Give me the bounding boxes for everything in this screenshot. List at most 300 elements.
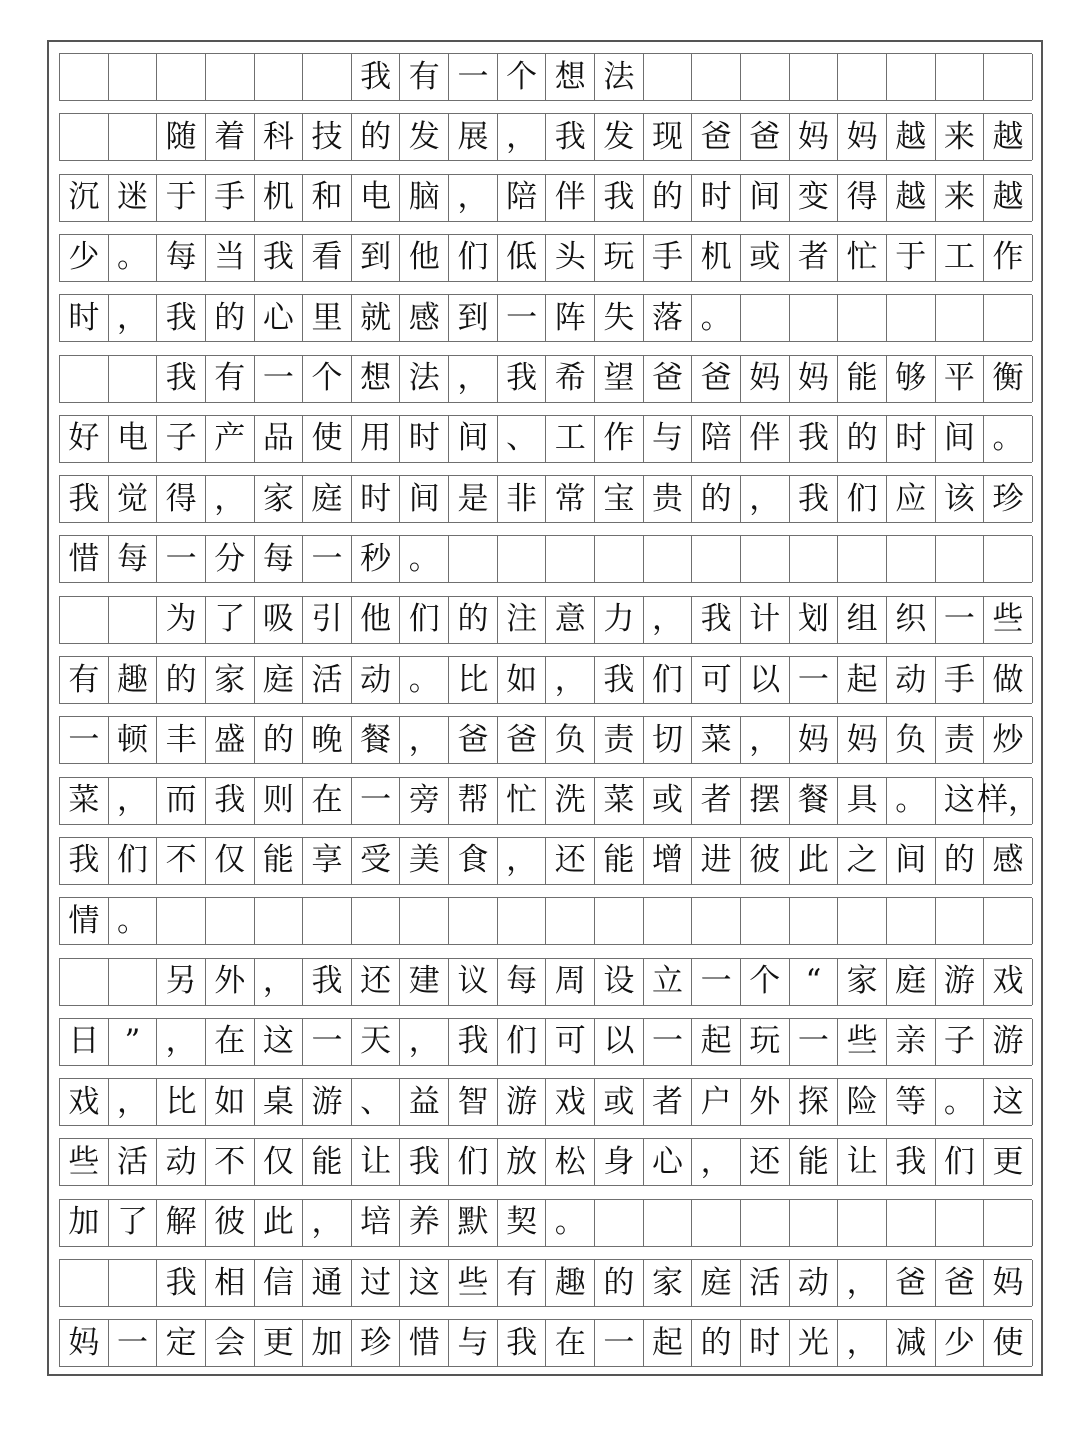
grid-cell: 科 [255, 114, 304, 160]
grid-cell [887, 295, 936, 341]
grid-cell: 惜 [60, 536, 109, 582]
essay-row [59, 1138, 1032, 1186]
grid-cell [109, 597, 158, 643]
grid-cell: 能 [595, 838, 644, 884]
grid-cell: 的 [255, 717, 304, 763]
grid-cell: 宝 [595, 476, 644, 522]
grid-cell: 戏 [984, 959, 1033, 1005]
grid-cell: 如 [498, 657, 547, 703]
grid-cell: 而 [157, 778, 206, 824]
grid-cell [60, 114, 109, 160]
grid-cell [60, 1260, 109, 1306]
grid-cell: 加 [303, 1320, 352, 1366]
grid-cell: 身 [595, 1139, 644, 1185]
grid-cell: 爸 [692, 114, 741, 160]
grid-cell: 妈 [60, 1320, 109, 1366]
grid-cell: 戏 [60, 1079, 109, 1125]
grid-cell: 得 [157, 476, 206, 522]
grid-cell: 一 [60, 717, 109, 763]
grid-cell: 有 [400, 54, 449, 100]
grid-cell: 益 [400, 1079, 449, 1125]
grid-cell: 增 [644, 838, 693, 884]
grid-cell: 爸 [936, 1260, 985, 1306]
grid-cell: 家 [255, 476, 304, 522]
grid-cell: 彼 [206, 1200, 255, 1246]
grid-cell: 分 [206, 536, 255, 582]
grid-cell: 我 [157, 1260, 206, 1306]
grid-cell: 游 [984, 1019, 1033, 1065]
grid-cell: 我 [595, 657, 644, 703]
grid-cell: 还 [352, 959, 401, 1005]
grid-cell: 趣 [546, 1260, 595, 1306]
grid-cell: 。 [109, 898, 158, 944]
grid-cell [936, 1200, 985, 1246]
grid-cell: 的 [352, 114, 401, 160]
grid-cell: 仅 [206, 838, 255, 884]
grid-cell: 沉 [60, 175, 109, 221]
grid-cell: 们 [449, 1139, 498, 1185]
grid-cell: 在 [303, 778, 352, 824]
grid-cell: ， [400, 1019, 449, 1065]
grid-cell: 意 [546, 597, 595, 643]
grid-cell: 们 [498, 1019, 547, 1065]
grid-cell: 旁 [400, 778, 449, 824]
grid-cell: ， [206, 476, 255, 522]
essay-row [59, 716, 1032, 764]
grid-cell: 头 [546, 235, 595, 281]
grid-cell: 玩 [741, 1019, 790, 1065]
grid-cell: 此 [790, 838, 839, 884]
grid-cell [595, 1200, 644, 1246]
grid-cell: 妈 [790, 717, 839, 763]
grid-cell: 菜 [692, 717, 741, 763]
grid-cell: 者 [790, 235, 839, 281]
grid-cell: 戏 [546, 1079, 595, 1125]
essay-row [59, 1199, 1032, 1247]
grid-cell: 吸 [255, 597, 304, 643]
grid-cell [644, 898, 693, 944]
grid-cell [741, 295, 790, 341]
grid-cell: 比 [449, 657, 498, 703]
grid-cell: 现 [644, 114, 693, 160]
grid-cell: 我 [498, 1320, 547, 1366]
grid-cell: 险 [838, 1079, 887, 1125]
grid-cell [692, 898, 741, 944]
grid-cell: 游 [498, 1079, 547, 1125]
grid-cell: 手 [206, 175, 255, 221]
grid-cell: 子 [936, 1019, 985, 1065]
grid-cell: 我 [157, 356, 206, 402]
grid-cell: 秒 [352, 536, 401, 582]
grid-cell: 的 [595, 1260, 644, 1306]
grid-cell: 我 [60, 838, 109, 884]
grid-cell: 起 [838, 657, 887, 703]
grid-cell: 炒 [984, 717, 1033, 763]
grid-cell: 游 [303, 1079, 352, 1125]
grid-cell [255, 898, 304, 944]
grid-cell: 陪 [692, 416, 741, 462]
grid-cell: 们 [838, 476, 887, 522]
essay-row [59, 113, 1032, 161]
grid-cell [790, 536, 839, 582]
grid-cell: 丰 [157, 717, 206, 763]
grid-cell: 机 [692, 235, 741, 281]
grid-cell: 更 [255, 1320, 304, 1366]
grid-cell: 产 [206, 416, 255, 462]
grid-cell: 。 [692, 295, 741, 341]
grid-cell: 于 [887, 235, 936, 281]
grid-cell: 家 [206, 657, 255, 703]
grid-cell: 得 [838, 175, 887, 221]
grid-cell: 爸 [741, 114, 790, 160]
grid-cell: 一 [449, 54, 498, 100]
grid-cell: 周 [546, 959, 595, 1005]
grid-cell: 一 [157, 536, 206, 582]
essay-row [59, 294, 1032, 342]
grid-cell: 庭 [303, 476, 352, 522]
grid-cell: 些 [838, 1019, 887, 1065]
grid-cell: 作 [984, 235, 1033, 281]
grid-cell: 贵 [644, 476, 693, 522]
grid-cell: 负 [546, 717, 595, 763]
grid-cell: 光 [790, 1320, 839, 1366]
grid-cell [838, 898, 887, 944]
grid-cell: 非 [498, 476, 547, 522]
grid-cell [887, 898, 936, 944]
grid-cell: 亲 [887, 1019, 936, 1065]
grid-cell: 的 [157, 657, 206, 703]
essay-row [59, 355, 1032, 403]
grid-cell: 之 [838, 838, 887, 884]
grid-cell: 另 [157, 959, 206, 1005]
grid-cell [936, 898, 985, 944]
grid-cell: 爸 [449, 717, 498, 763]
grid-cell: 变 [790, 175, 839, 221]
grid-cell: 日 [60, 1019, 109, 1065]
grid-cell: ， [109, 1079, 158, 1125]
grid-cell: 些 [60, 1139, 109, 1185]
grid-cell: 的 [692, 476, 741, 522]
grid-cell: 妈 [741, 356, 790, 402]
grid-cell: 一 [352, 778, 401, 824]
grid-cell: 外 [206, 959, 255, 1005]
grid-cell [303, 898, 352, 944]
grid-cell: 一 [303, 1019, 352, 1065]
grid-cell: 每 [109, 536, 158, 582]
grid-cell: 我 [157, 295, 206, 341]
grid-cell: 想 [352, 356, 401, 402]
grid-cell: 一 [255, 356, 304, 402]
grid-cell: 我 [60, 476, 109, 522]
grid-cell: 技 [303, 114, 352, 160]
grid-cell: 忙 [498, 778, 547, 824]
grid-cell: 让 [838, 1139, 887, 1185]
grid-cell: 以 [741, 657, 790, 703]
grid-cell: 起 [692, 1019, 741, 1065]
grid-cell: 间 [741, 175, 790, 221]
grid-cell: 落 [644, 295, 693, 341]
grid-cell: 我 [790, 416, 839, 462]
grid-cell: 菜 [60, 778, 109, 824]
grid-cell: 加 [60, 1200, 109, 1246]
grid-cell [692, 54, 741, 100]
grid-cell: 一 [692, 959, 741, 1005]
grid-cell: 活 [109, 1139, 158, 1185]
grid-cell: 动 [352, 657, 401, 703]
grid-cell: 议 [449, 959, 498, 1005]
grid-cell [109, 959, 158, 1005]
grid-cell [303, 54, 352, 100]
grid-cell: 餐 [352, 717, 401, 763]
grid-cell [595, 898, 644, 944]
grid-cell: 的 [449, 597, 498, 643]
grid-cell: 间 [887, 838, 936, 884]
grid-cell [60, 356, 109, 402]
grid-cell: 过 [352, 1260, 401, 1306]
grid-cell: ， [255, 959, 304, 1005]
grid-cell: 作 [595, 416, 644, 462]
grid-cell: 手 [644, 235, 693, 281]
grid-cell: ， [741, 476, 790, 522]
grid-cell: 松 [546, 1139, 595, 1185]
grid-cell: 越 [984, 175, 1033, 221]
essay-row [59, 1018, 1032, 1066]
grid-cell: 手 [936, 657, 985, 703]
grid-cell: 则 [255, 778, 304, 824]
grid-cell: ， [838, 1260, 887, 1306]
grid-cell: 以 [595, 1019, 644, 1065]
grid-cell: 们 [936, 1139, 985, 1185]
grid-cell: 有 [498, 1260, 547, 1306]
grid-cell: 设 [595, 959, 644, 1005]
grid-cell: 些 [449, 1260, 498, 1306]
grid-cell: 我 [449, 1019, 498, 1065]
grid-cell: 起 [644, 1320, 693, 1366]
grid-cell: 是 [449, 476, 498, 522]
grid-cell [206, 54, 255, 100]
grid-cell: 这 [936, 778, 985, 824]
grid-cell [595, 536, 644, 582]
grid-cell [692, 536, 741, 582]
grid-cell: 。 [984, 416, 1033, 462]
grid-cell: 此 [255, 1200, 304, 1246]
grid-cell: 定 [157, 1320, 206, 1366]
grid-cell: 我 [595, 175, 644, 221]
grid-cell [109, 1260, 158, 1306]
essay-row [59, 1078, 1032, 1126]
grid-cell: 品 [255, 416, 304, 462]
grid-cell: ， [546, 657, 595, 703]
grid-cell [838, 1200, 887, 1246]
grid-cell: 伴 [546, 175, 595, 221]
grid-cell [449, 898, 498, 944]
grid-cell: 具 [838, 778, 887, 824]
grid-cell: 每 [498, 959, 547, 1005]
grid-cell: 了 [206, 597, 255, 643]
grid-cell: 妈 [790, 114, 839, 160]
grid-cell: 时 [692, 175, 741, 221]
grid-cell: 。 [109, 235, 158, 281]
grid-cell [400, 898, 449, 944]
grid-cell: 晚 [303, 717, 352, 763]
grid-cell: 使 [984, 1320, 1033, 1366]
grid-cell: 有 [60, 657, 109, 703]
grid-cell: 他 [400, 235, 449, 281]
grid-cell: 该 [936, 476, 985, 522]
grid-cell: 心 [644, 1139, 693, 1185]
grid-cell: 让 [352, 1139, 401, 1185]
grid-cell: 在 [206, 1019, 255, 1065]
grid-cell: 发 [595, 114, 644, 160]
grid-cell [109, 114, 158, 160]
grid-cell: 发 [400, 114, 449, 160]
grid-cell: 计 [741, 597, 790, 643]
grid-cell: 当 [206, 235, 255, 281]
grid-cell: 个 [303, 356, 352, 402]
grid-cell: 子 [157, 416, 206, 462]
grid-cell: 的 [644, 175, 693, 221]
grid-cell: 活 [741, 1260, 790, 1306]
grid-cell: 一 [303, 536, 352, 582]
grid-cell: 餐 [790, 778, 839, 824]
grid-cell: 少 [60, 235, 109, 281]
grid-cell: 陪 [498, 175, 547, 221]
grid-cell [741, 536, 790, 582]
essay-row [59, 1319, 1032, 1367]
grid-cell: 美 [400, 838, 449, 884]
grid-cell: 样， [984, 778, 1033, 824]
grid-cell: 。 [400, 536, 449, 582]
grid-cell: 我 [255, 235, 304, 281]
grid-cell: “ [790, 959, 839, 1005]
grid-cell: 越 [984, 114, 1033, 160]
grid-cell: 探 [790, 1079, 839, 1125]
grid-cell: 可 [546, 1019, 595, 1065]
grid-cell: 者 [644, 1079, 693, 1125]
grid-cell: 低 [498, 235, 547, 281]
grid-cell [984, 295, 1033, 341]
grid-cell: 比 [157, 1079, 206, 1125]
grid-cell: 们 [644, 657, 693, 703]
grid-cell: 一 [790, 657, 839, 703]
grid-cell: 来 [936, 114, 985, 160]
grid-cell: 来 [936, 175, 985, 221]
grid-cell: 外 [741, 1079, 790, 1125]
grid-cell: 时 [887, 416, 936, 462]
grid-cell: 织 [887, 597, 936, 643]
grid-cell: 们 [400, 597, 449, 643]
grid-cell: 这 [255, 1019, 304, 1065]
grid-cell: 法 [400, 356, 449, 402]
grid-cell [887, 1200, 936, 1246]
grid-cell [644, 1200, 693, 1246]
grid-cell: 时 [352, 476, 401, 522]
grid-cell: 进 [692, 838, 741, 884]
essay-row [59, 596, 1032, 644]
grid-cell: 望 [595, 356, 644, 402]
grid-cell: 解 [157, 1200, 206, 1246]
essay-row [59, 837, 1032, 885]
grid-cell: 能 [838, 356, 887, 402]
grid-cell: 们 [449, 235, 498, 281]
grid-cell: 洗 [546, 778, 595, 824]
grid-cell: 和 [303, 175, 352, 221]
grid-cell: 妈 [838, 717, 887, 763]
grid-cell [936, 295, 985, 341]
grid-cell: 。 [546, 1200, 595, 1246]
grid-cell: 活 [303, 657, 352, 703]
grid-cell: 培 [352, 1200, 401, 1246]
grid-cell: 法 [595, 54, 644, 100]
grid-cell: 摆 [741, 778, 790, 824]
grid-cell: 食 [449, 838, 498, 884]
grid-cell: 我 [352, 54, 401, 100]
grid-cell: 引 [303, 597, 352, 643]
essay-row [59, 958, 1032, 1006]
grid-cell: 越 [887, 114, 936, 160]
grid-cell [741, 898, 790, 944]
grid-cell: 间 [400, 476, 449, 522]
grid-cell: 心 [255, 295, 304, 341]
grid-cell: 庭 [255, 657, 304, 703]
grid-cell: 的 [692, 1320, 741, 1366]
grid-cell: 看 [303, 235, 352, 281]
grid-cell: 的 [838, 416, 887, 462]
grid-cell: 切 [644, 717, 693, 763]
grid-cell: 我 [887, 1139, 936, 1185]
grid-cell [984, 54, 1033, 100]
grid-cell: 动 [157, 1139, 206, 1185]
grid-cell: 我 [790, 476, 839, 522]
grid-cell: 更 [984, 1139, 1033, 1185]
grid-cell: 会 [206, 1320, 255, 1366]
grid-cell: 越 [887, 175, 936, 221]
grid-cell: ， [109, 778, 158, 824]
grid-cell [838, 54, 887, 100]
grid-cell: 建 [400, 959, 449, 1005]
grid-cell [936, 54, 985, 100]
grid-cell: 受 [352, 838, 401, 884]
grid-cell: ， [498, 114, 547, 160]
grid-cell: 希 [546, 356, 595, 402]
grid-cell: 间 [449, 416, 498, 462]
grid-cell [984, 1200, 1033, 1246]
grid-cell: 个 [498, 54, 547, 100]
grid-cell [157, 898, 206, 944]
grid-cell: 组 [838, 597, 887, 643]
grid-cell: 用 [352, 416, 401, 462]
grid-cell: 忙 [838, 235, 887, 281]
grid-cell: 能 [303, 1139, 352, 1185]
grid-cell: 平 [936, 356, 985, 402]
grid-cell [790, 1200, 839, 1246]
grid-cell [109, 54, 158, 100]
grid-cell: 等 [887, 1079, 936, 1125]
grid-cell: 家 [644, 1260, 693, 1306]
grid-cell: 好 [60, 416, 109, 462]
grid-cell: 一 [644, 1019, 693, 1065]
grid-cell [255, 54, 304, 100]
grid-cell: 我 [498, 356, 547, 402]
grid-cell: 智 [449, 1079, 498, 1125]
grid-cell: 妈 [790, 356, 839, 402]
grid-cell: 或 [644, 778, 693, 824]
grid-cell: 电 [109, 416, 158, 462]
grid-cell [741, 1200, 790, 1246]
grid-cell: 珍 [352, 1320, 401, 1366]
grid-cell: 户 [692, 1079, 741, 1125]
grid-cell [887, 536, 936, 582]
